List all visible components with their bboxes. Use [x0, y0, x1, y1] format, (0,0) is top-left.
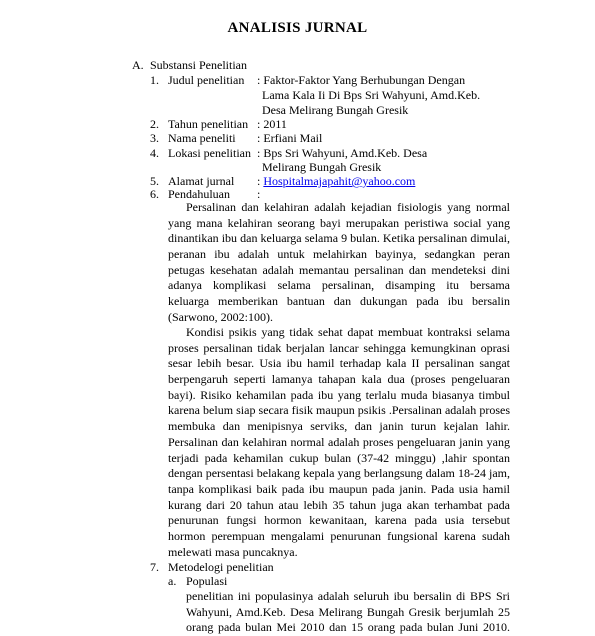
item-7-number: 7.	[150, 560, 159, 574]
paragraph-line: Persalinan dan kelahiran normal adalah proses pengeluaran janin yang	[168, 434, 510, 449]
item-5-value	[257, 174, 415, 188]
item-1-value-line: : Faktor-Faktor Yang Berhubungan Dengan	[257, 73, 466, 87]
intro-paragraph-1	[168, 200, 510, 326]
item-4-number: 4.	[150, 146, 159, 160]
paragraph-line: karena belum siap secara fisik maupun psikis .Persalinan adalah proses	[168, 403, 510, 418]
paragraph-line: penurunan fungsi hormon kewanitaan, karena pada usia tersebut	[168, 513, 510, 528]
item-1-label: Judul penelitian	[168, 73, 245, 87]
item-1-number: 1.	[150, 73, 159, 87]
paragraph-line: Wahyuni, Amd.Keb. Desa Melirang Bungah Gresik berjumlah 25	[186, 604, 510, 619]
paragraph-line: membuka dan menipisnya serviks, dan janin turun kejalan lahir.	[168, 419, 510, 434]
paragraph-line: terjadi pada kehamilan cukup bulan (37-42 minggu) ,lahir spontan	[168, 450, 510, 465]
item-4-value-line: Melirang Bungah Gresik	[262, 160, 382, 174]
paragraph-line: petugas kesehatan adalah memantau persalinan dan mendeteksi dini	[168, 262, 510, 277]
item-2-number: 2.	[150, 117, 159, 131]
paragraph-line: hormon perempuan mengalami penurunan fungsional karena sudah	[168, 528, 510, 543]
item-1-value-line: Desa Melirang Bungah Gresik	[262, 103, 409, 117]
item-5-colon: :	[257, 174, 264, 188]
item-6-value: :	[257, 187, 261, 201]
item-5-number: 5.	[150, 174, 159, 188]
paragraph-line: orang pada bulan Mei 2010 dan 15 orang pada bulan Juni 2010.	[186, 620, 510, 635]
item-4-value-line: : Bps Sri Wahyuni, Amd.Keb. Desa	[257, 146, 428, 160]
item-3-number: 3.	[150, 131, 159, 145]
paragraph-line: kurang dari 20 tahun atau lebih 35 tahun juga akan terhambat pada	[168, 497, 510, 512]
item-6-label: Pendahuluan	[168, 187, 230, 201]
section-a-marker: A.	[132, 58, 144, 72]
paragraph-line: Kondisi psikis yang tidak sehat dapat membuat kontraksi selama	[186, 325, 510, 339]
paragraph-line: (Sarwono, 2002:100).	[168, 309, 273, 324]
paragraph-line: proses persalinan tidak berjalan lancar sehingga kemungkinan oprasi	[168, 340, 510, 355]
item-3-label: Nama peneliti	[168, 131, 236, 145]
item-2-label: Tahun penelitian	[168, 117, 249, 131]
paragraph-line: melewati masa puncaknya.	[168, 544, 298, 559]
item-3-value: : Erfiani Mail	[257, 131, 323, 145]
population-paragraph	[186, 589, 510, 636]
paragraph-line: dengan persentasi belakang kepala yang berlangsung dalam 18-24 jam,	[168, 466, 510, 481]
sub-a-marker: a.	[168, 574, 177, 588]
item-4-label: Lokasi penelitian	[168, 146, 251, 160]
paragraph-line: tanpa komplikasi baik pada ibu maupun pada janin. Pada usia hamil	[168, 481, 510, 496]
journal-email-link[interactable]: Hospitalmajapahit@yahoo.com	[263, 174, 416, 188]
sub-a-label: Populasi	[186, 574, 228, 588]
paragraph-line: peranan ibu adalah untuk melahirkan bayinya, sedangkan peran	[168, 247, 510, 262]
item-5-label: Alamat jurnal	[168, 174, 235, 188]
item-7-label: Metodelogi penelitian	[168, 560, 274, 574]
item-6-number: 6.	[150, 187, 159, 201]
paragraph-line: dinantikan ibu dan keluarga selama 9 bulan. Ketika persalinan dimulai,	[168, 231, 510, 246]
item-2-value: : 2011	[257, 117, 287, 131]
paragraph-line: Persalinan dan kelahiran adalah kejadian fisiologis yang normal	[186, 200, 510, 214]
paragraph-line: adanya komplikasi selama persalinan, disamping itu bersama	[168, 278, 510, 293]
section-a-label: Substansi Penelitian	[150, 58, 247, 72]
paragraph-line: berpengaruh seperti lamanya tahapan kala dua (proses pengeluaran	[168, 372, 510, 387]
paragraph-line: sesar lebih besar. Usia ibu hamil terhadap kala II persalinan sangat	[168, 356, 510, 371]
paragraph-line: yang mana kelahiran seorang bayi merupakan peristiwa social yang	[168, 215, 510, 230]
intro-paragraph-2	[168, 325, 510, 560]
document-title: ANALISIS JURNAL	[227, 20, 368, 36]
paragraph-line: keluarga memberikan bantuan dan dukungan pada ibu bersalin	[168, 294, 510, 309]
paragraph-line: bayi). Risiko kehamilan pada ibu yang terlalu muda biasanya timbul	[168, 387, 510, 402]
paragraph-line: penelitian ini populasinya adalah seluruh ibu bersalin di BPS Sri	[186, 589, 510, 603]
item-1-value-line: Lama Kala Ii Di Bps Sri Wahyuni, Amd.Keb.	[262, 88, 481, 102]
